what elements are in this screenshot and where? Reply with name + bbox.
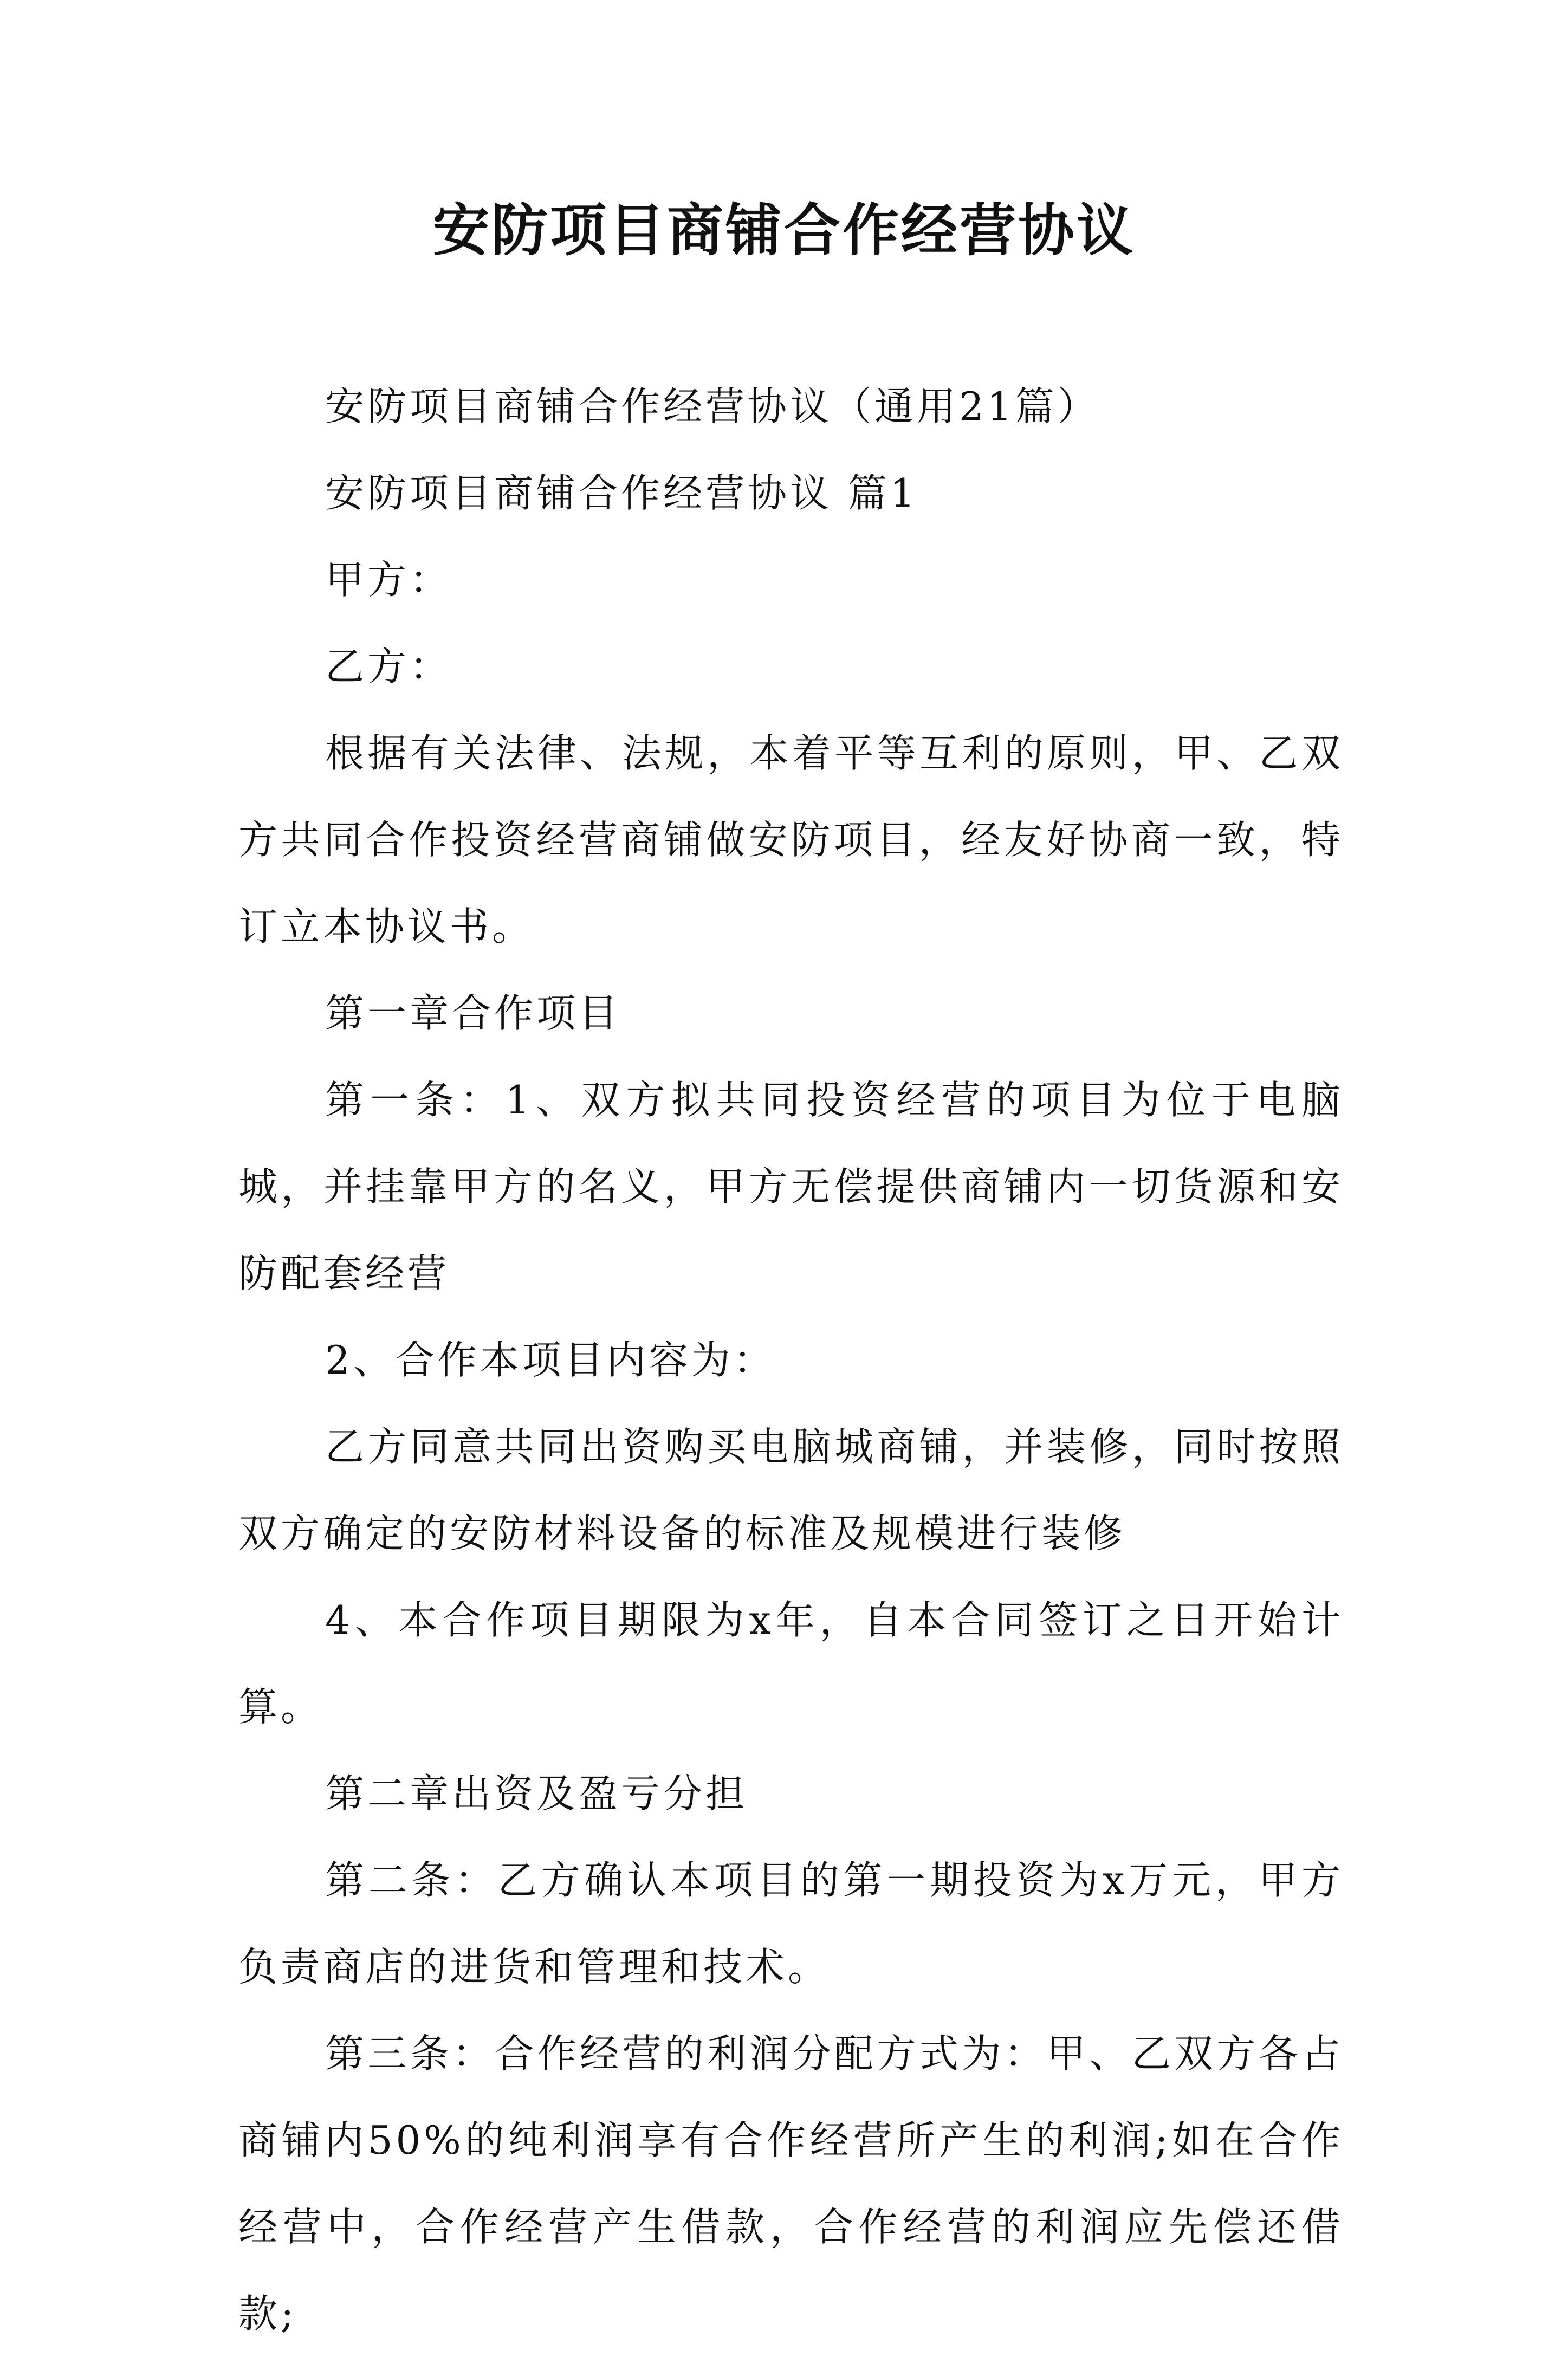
paragraph-clause-1-4: 4、本合作项目期限为x年，自本合同签订之日开始计算。 [238,1597,1344,1730]
paragraph-clause-2: 第二条：乙方确认本项目的第一期投资为x万元，甲方负责商店的进货和管理和技术。 [238,1857,1344,1990]
paragraph-article-heading: 安防项目商铺合作经营协议 篇1 [325,470,918,516]
paragraph-clause-1-2-detail: 乙方同意共同出资购买电脑城商铺，并装修，同时按照双方确定的安防材料设备的标准及规模进行装修 [238,1424,1344,1556]
paragraph-preamble: 根据有关法律、法规，本着平等互利的原则，甲、乙双方共同合作投资经营商铺做安防项目，经友好协商一致，特订立本协议书。 [238,730,1344,949]
paragraph-clause-1-2: 2、合作本项目内容为： [325,1337,776,1383]
paragraph-chapter-2: 第二章出资及盈亏分担 [325,1771,748,1816]
paragraph-party-b: 乙方： [325,644,452,689]
paragraph-clause-3: 第三条：合作经营的利润分配方式为：甲、乙双方各占商铺内50%的纯利润享有合作经营所产生的利润;如在合作经营中，合作经营产生借款，合作经营的利润应先偿还借款; [238,2031,1344,2336]
paragraph-subtitle: 安防项目商铺合作经营协议（通用21篇） [325,384,1100,429]
document-title: 安防项目商铺合作经营协议 [432,197,1135,263]
paragraph-clause-1-1: 第一条：1、双方拟共同投资经营的项目为位于电脑城，并挂靠甲方的名义，甲方无偿提供商铺内一切货源和安防配套经营 [238,1077,1344,1296]
paragraph-chapter-1: 第一章合作项目 [325,990,621,1036]
document-body [238,363,1344,2357]
paragraph-party-a: 甲方： [325,557,452,603]
